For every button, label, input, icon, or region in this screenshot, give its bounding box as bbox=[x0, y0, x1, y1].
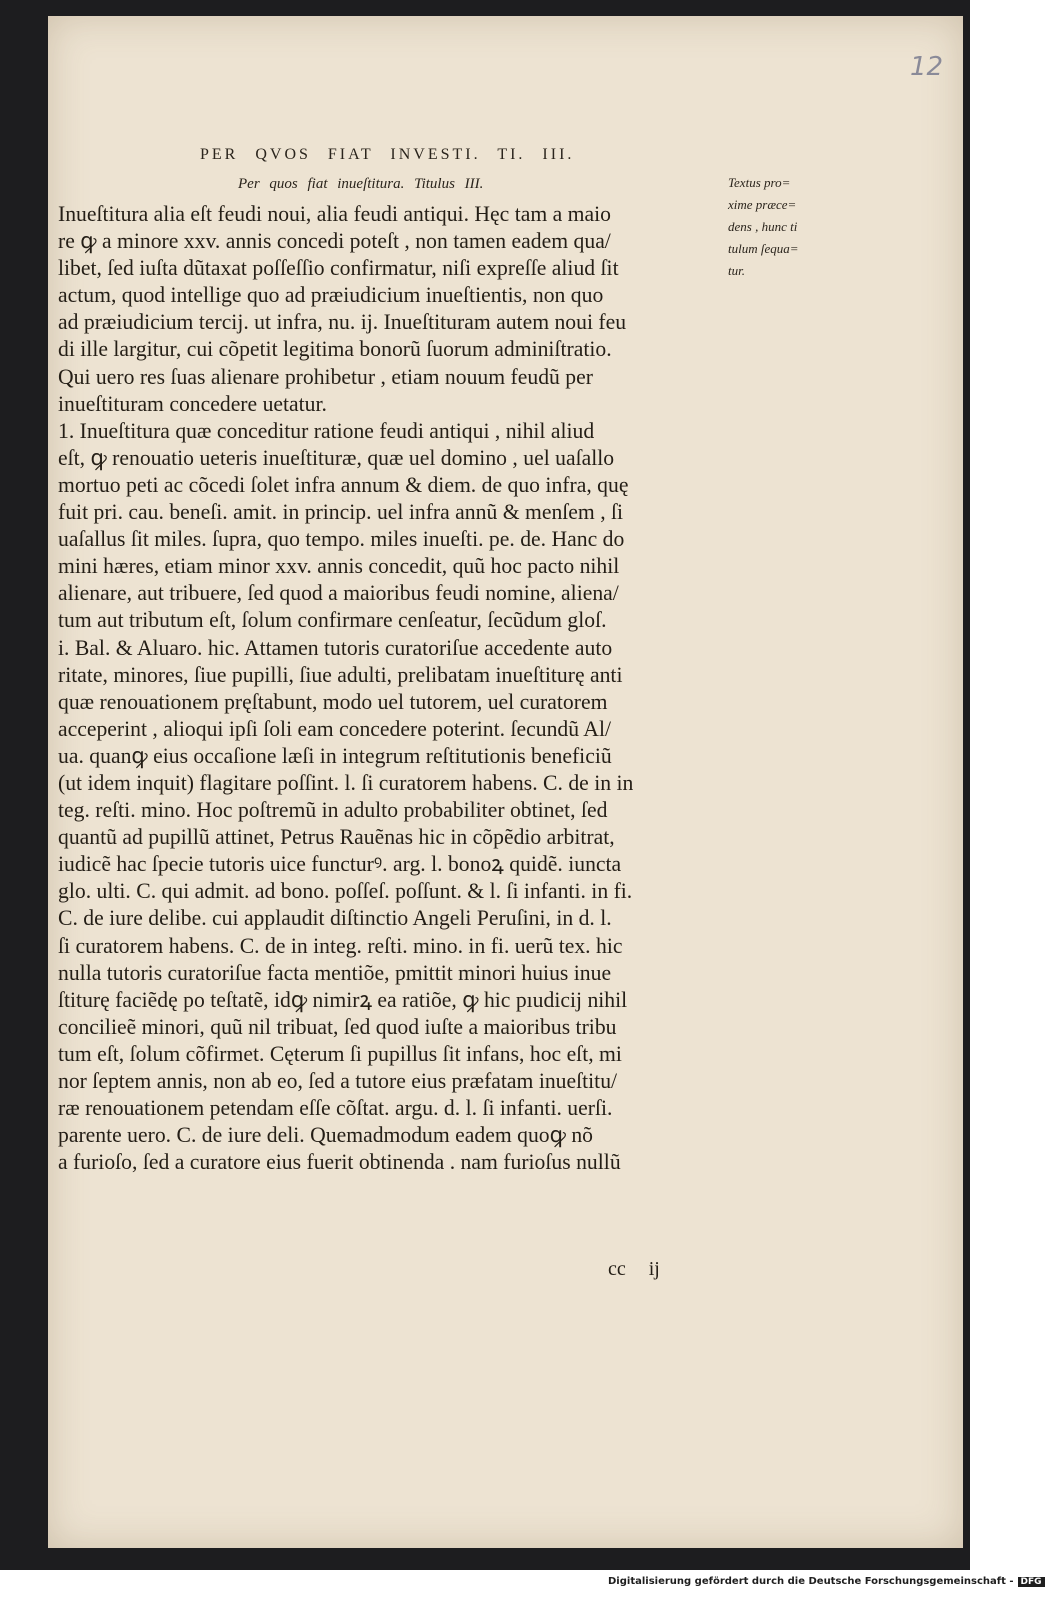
text-line: fuit pri. cau. beneſi. amit. in princip. uel infra annũ & menſem , ſi bbox=[58, 499, 624, 525]
digitization-credit bbox=[608, 1576, 1045, 1587]
text-line: acceperint , alioqui ipſi ſoli eam concedere poterint. ſecundũ Al/ bbox=[58, 715, 612, 741]
text-line: inueſtituram concedere uetatur. bbox=[58, 390, 327, 416]
text-line: re ꝙ a minore xxv. annis concedi poteſt , non tamen eadem qua/ bbox=[58, 228, 611, 254]
text-line: mortuo peti ac cõcedi ſolet infra annum & diem. de quo infra, quę bbox=[58, 471, 629, 497]
running-head: PER QVOS FIAT INVESTI. TI. III. bbox=[200, 146, 575, 163]
text-line: ſtiturę faciẽdę po teſtatẽ, idꝙ nimirꝝ ea ratiõe, ꝙ hic pıudicij nihil bbox=[58, 986, 628, 1012]
text-line: mini hæres, etiam minor xxv. annis concedit, quũ hoc pacto nihil bbox=[58, 553, 620, 579]
text-line: ræ renouationem petendam eſſe cõſtat. argu. d. l. ſi infanti. uerſi. bbox=[58, 1095, 613, 1121]
section-title: Per quos fiat inueſtitura. Titulus III. bbox=[238, 176, 484, 192]
folio-number: 12 bbox=[910, 52, 944, 82]
text-line: tum eſt, ſolum cõfirmet. Cęterum ſi pupillus ſit infans, hoc eſt, mi bbox=[58, 1040, 622, 1066]
credit-text: Digitalisierung gefördert durch die Deutsche Forschungsgemeinschaft - bbox=[608, 1576, 1014, 1587]
text-line: iudicẽ hac ſpecie tutoris uice functurꝰ. arg. l. bonoꝝ quidẽ. iuncta bbox=[58, 851, 622, 877]
text-line: i. Bal. & Aluaro. hic. Attamen tutoris curatoriſue accedente auto bbox=[58, 634, 613, 660]
text-line: Inueſtitura alia eſt feudi noui, alia feudi antiqui. Hęc tam a maio bbox=[58, 201, 612, 226]
text-line: ad præiudicium tercij. ut infra, nu. ij. Inueſtituram autem noui feu bbox=[58, 309, 627, 335]
text-line: (ut idem inquit) flagitare poſſint. l. ſi curatorem habens. C. de in in bbox=[58, 769, 634, 795]
text-line: uaſallus ſit miles. ſupra, quo tempo. miles inueſti. pe. de. Hanc do bbox=[58, 526, 625, 552]
text-line: actum, quod intellige quo ad præiudicium inueſtientis, non quo bbox=[58, 282, 604, 308]
text-line: a furioſo, ſed a curatore eius fuerit obtinenda . nam furioſus nullũ bbox=[58, 1149, 621, 1175]
margin-note-line: tur. bbox=[728, 263, 745, 278]
text-line: di ille largitur, cui cõpetit legitima bonorũ ſuorum adminiſtratio. bbox=[58, 336, 612, 362]
margin-note-line: dens , hunc ti bbox=[728, 219, 798, 234]
text-line: nulla tutoris curatoriſue facta mentiõe, pmittit minori huius inue bbox=[58, 959, 612, 985]
text-line: Qui uero res ſuas alienare prohibetur , etiam nouum feudũ per bbox=[58, 363, 593, 389]
text-line: parente uero. C. de iure deli. Quemadmodum eadem quoꝙ nõ bbox=[58, 1122, 593, 1148]
text-line: eſt, ꝙ renouatio ueteris inueſtituræ, quæ uel domino , uel uaſallo bbox=[58, 444, 615, 470]
text-line: 1. Inueſtitura quæ conceditur ratione feudi antiqui , nihil aliud bbox=[58, 417, 595, 443]
dfg-logo: DFG bbox=[1018, 1577, 1045, 1587]
margin-note-line: Textus pro= bbox=[728, 175, 791, 190]
body-text bbox=[58, 200, 728, 1175]
text-line: teg. reſti. mino. Hoc poſtremũ in adulto probabiliter obtinet, ſed bbox=[58, 797, 608, 823]
text-line: ſi curatorem habens. C. de in integ. reſti. mino. in fi. uerũ tex. hic bbox=[58, 932, 623, 958]
text-line: glo. ulti. C. qui admit. ad bono. poſſeſ. poſſunt. & l. ſi infanti. in fi. bbox=[58, 878, 633, 904]
margin-note-line: xime præce= bbox=[728, 197, 797, 212]
text-line: C. de iure delibe. cui applaudit diſtinctio Angeli Peruſini, in d. l. bbox=[58, 905, 612, 931]
text-line: libet, ſed iuſta dũtaxat poſſeſſio confirmatur, niſi expreſſe aliud ſit bbox=[58, 255, 619, 281]
margin-note-line: tulum ſequa= bbox=[728, 241, 799, 256]
text-line: ua. quanꝙ eius occaſione læſi in integrum reſtitutionis beneficiũ bbox=[58, 742, 612, 768]
text-line: quæ renouationem pręſtabunt, modo uel tutorem, uel curatorem bbox=[58, 688, 608, 714]
margin-note bbox=[728, 172, 828, 282]
text-line: nor ſeptem annis, non ab eo, ſed a tutore eius præfatam inueſtitu/ bbox=[58, 1068, 618, 1093]
text-line: quantũ ad pupillũ attinet, Petrus Rauẽnas hic in cõpẽdio arbitrat, bbox=[58, 824, 615, 850]
text-line: concilieẽ minori, quũ nil tribuat, ſed quod iuſte a maioribus tribu bbox=[58, 1013, 617, 1039]
signature-mark: cc ij bbox=[608, 1258, 660, 1280]
text-line: ritate, minores, ſiue pupilli, ſiue adulti, prelibatam inueſtiturę anti bbox=[58, 661, 623, 687]
text-line: alienare, aut tribuere, ſed quod a maioribus feudi nomine, aliena/ bbox=[58, 580, 619, 606]
text-line: tum aut tributum eſt, ſolum confirmare cenſeatur, ſecũdum gloſ. bbox=[58, 607, 607, 633]
